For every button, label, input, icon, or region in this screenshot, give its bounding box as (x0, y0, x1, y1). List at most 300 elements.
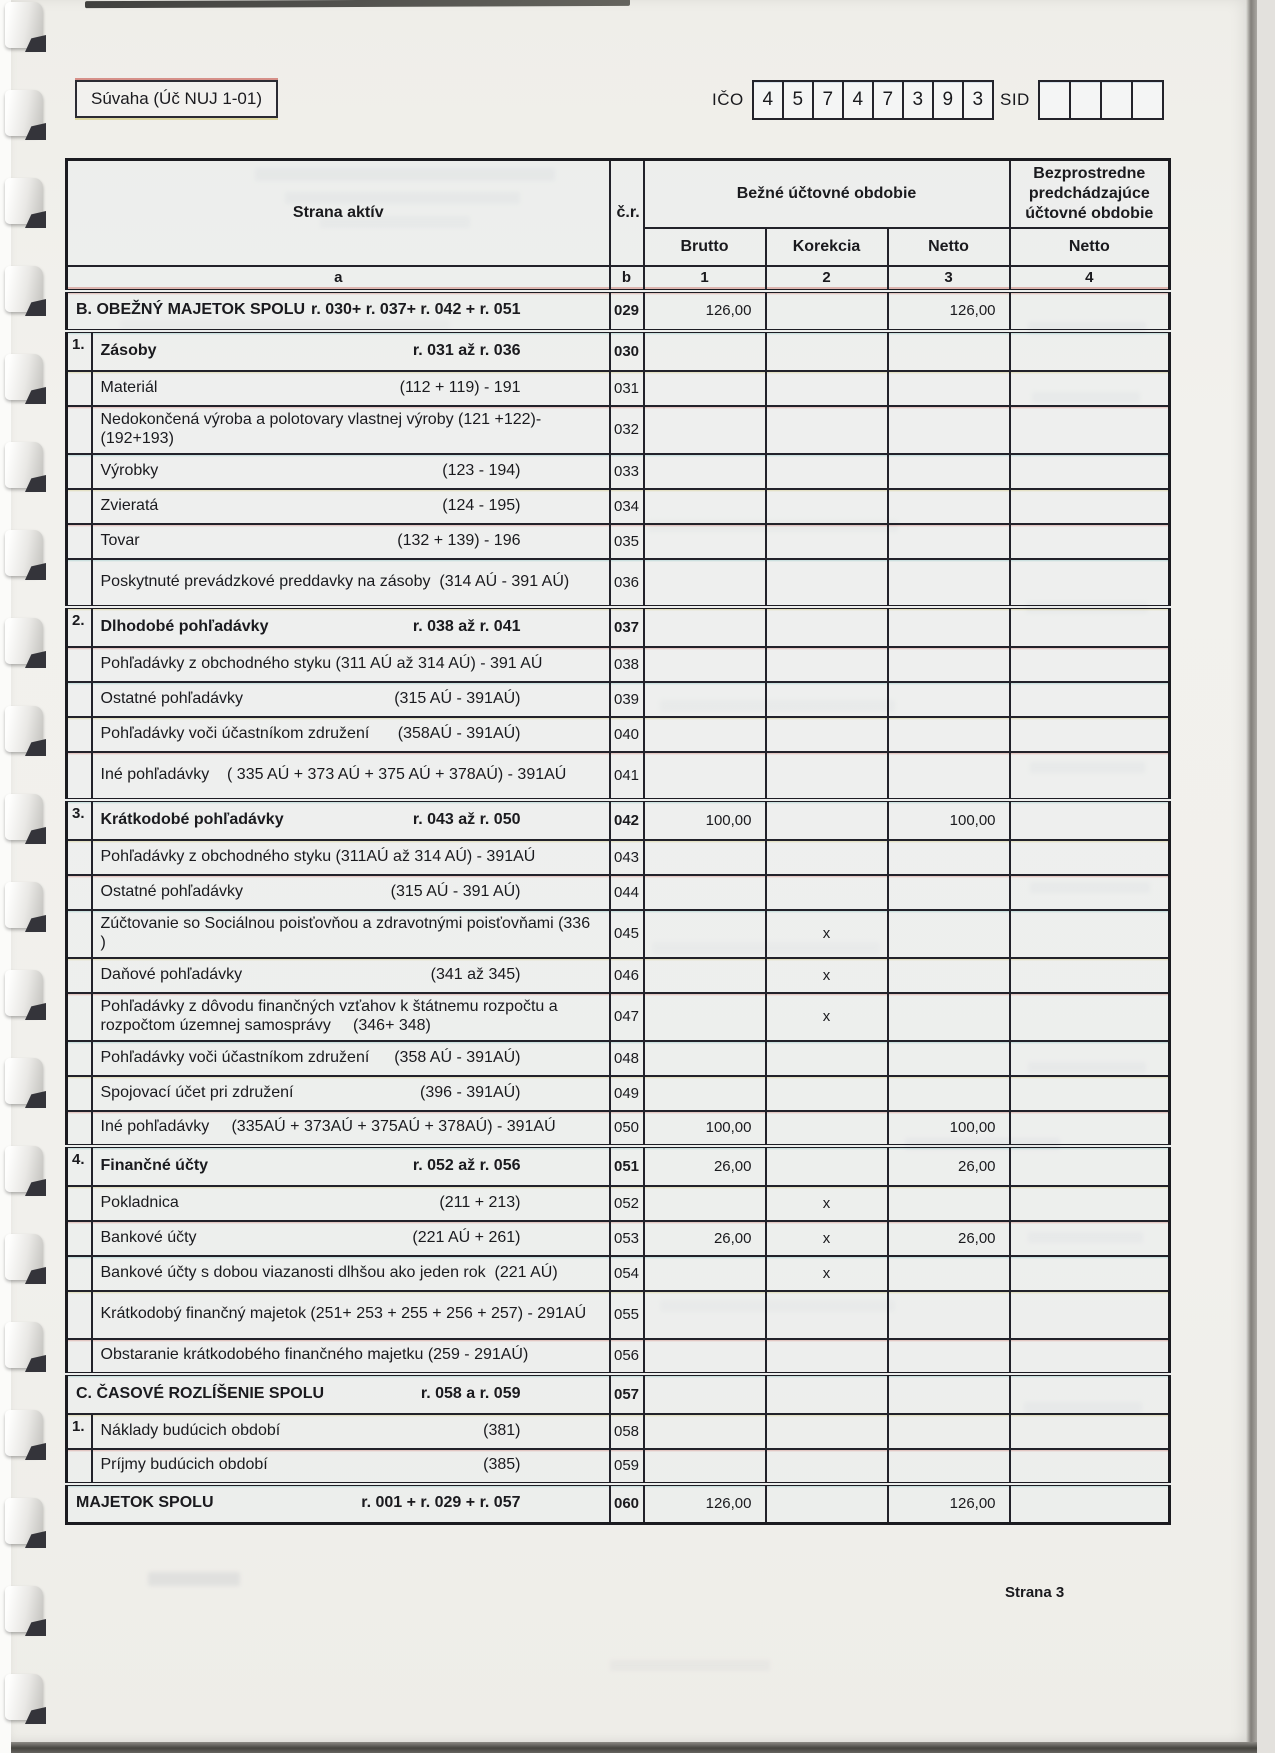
cell-korekcia (766, 1076, 888, 1111)
row-label: Materiál (100, 378, 158, 396)
cell-brutto: 26,00 (644, 1146, 766, 1186)
row-label: Pohľadávky voči účastníkom združení (100, 724, 370, 742)
table-row (67, 1041, 1170, 1076)
cell-brutto (644, 875, 766, 910)
row-label-cell (92, 1041, 610, 1076)
row-label: C. ČASOVÉ ROZLÍŠENIE SPOLU (76, 1384, 325, 1402)
cell-netto-prev (1010, 607, 1170, 647)
table-row (67, 1414, 1170, 1449)
cell-netto: 26,00 (888, 1221, 1010, 1256)
cell-netto (888, 910, 1010, 958)
row-label: Pokladnica (100, 1193, 179, 1211)
row-label: Pohľadávky voči účastníkom združení (100, 1048, 370, 1066)
cell-netto-prev (1010, 406, 1170, 454)
cell-netto-prev (1010, 1256, 1170, 1291)
binding-tooth (5, 618, 43, 664)
sid-group (1000, 80, 1164, 120)
row-number (67, 910, 92, 958)
cell-brutto: 126,00 (644, 291, 766, 331)
row-code: 037 (610, 607, 644, 647)
ico-digit-box: 7 (872, 80, 904, 120)
cell-brutto (644, 559, 766, 607)
cell-netto (888, 1291, 1010, 1339)
header-netto-prev: Netto (1010, 228, 1170, 266)
binding-tooth (5, 882, 43, 928)
sid-boxes (1040, 80, 1164, 120)
row-label-cell (92, 717, 610, 752)
row-formula: (396 - 391AÚ) (420, 1083, 521, 1101)
row-number (67, 717, 92, 752)
cell-brutto (644, 993, 766, 1041)
row-number (67, 1449, 92, 1484)
row-label: Obstaranie krátkodobého finančného majetku (259 - 291AÚ) (100, 1346, 529, 1364)
binding-tooth (5, 2, 43, 48)
row-formula: (358 AÚ - 391AÚ) (394, 1048, 521, 1066)
cell-korekcia (766, 682, 888, 717)
row-formula: r. 001 + r. 029 + r. 057 (361, 1494, 521, 1512)
table-row (67, 1186, 1170, 1221)
cell-korekcia (766, 1449, 888, 1484)
row-number: 4. (67, 1146, 92, 1186)
binding-tooth (5, 1146, 43, 1192)
row-number (67, 489, 92, 524)
row-code: 033 (610, 454, 644, 489)
cell-netto-prev (1010, 1339, 1170, 1374)
table-row (67, 291, 1170, 331)
row-label-cell (92, 371, 610, 406)
cell-brutto (644, 607, 766, 647)
ico-label: IČO (712, 90, 744, 109)
form-title: Súvaha (Úč NUJ 1-01) (75, 80, 278, 118)
row-label: Nedokončená výroba a polotovary vlastnej výroby (121 +122)-(192+193) (100, 410, 542, 447)
header-index-b: b (610, 266, 644, 291)
row-formula: (358AÚ - 391AÚ) (397, 724, 521, 742)
sid-box (1131, 80, 1164, 120)
table-row (67, 993, 1170, 1041)
table-row (67, 1256, 1170, 1291)
row-label-cell (92, 1449, 610, 1484)
binding-tooth (5, 442, 43, 488)
header-strana-aktiv: Strana aktív (67, 160, 610, 266)
row-formula: (385) (483, 1456, 521, 1474)
cell-netto (888, 875, 1010, 910)
cell-netto-prev (1010, 1484, 1170, 1524)
row-code: 047 (610, 993, 644, 1041)
binding-tooth (5, 1498, 43, 1544)
row-label-cell (67, 291, 610, 331)
row-code: 042 (610, 800, 644, 840)
cell-brutto (644, 1256, 766, 1291)
cell-netto-prev (1010, 1374, 1170, 1414)
cell-netto (888, 1076, 1010, 1111)
row-label-cell (92, 559, 610, 607)
row-code: 046 (610, 958, 644, 993)
row-formula: (123 - 194) (442, 461, 521, 479)
table-row (67, 1291, 1170, 1339)
row-label: B. OBEŽNÝ MAJETOK SPOLU (76, 301, 306, 319)
binding-tooth (5, 1058, 43, 1104)
row-formula: (221 AÚ + 261) (412, 1228, 521, 1246)
table-row (67, 1221, 1170, 1256)
cell-korekcia (766, 1484, 888, 1524)
cell-netto-prev (1010, 1146, 1170, 1186)
cell-brutto (644, 682, 766, 717)
ico-digit-box: 4 (752, 80, 784, 120)
cell-netto-prev (1010, 1186, 1170, 1221)
row-number (67, 1291, 92, 1339)
row-code: 049 (610, 1076, 644, 1111)
cell-netto (888, 559, 1010, 607)
row-number (67, 406, 92, 454)
cell-brutto (644, 840, 766, 875)
table-row (67, 800, 1170, 840)
header-brutto: Brutto (644, 228, 766, 266)
row-number (67, 1111, 92, 1146)
row-code: 055 (610, 1291, 644, 1339)
cell-netto-prev (1010, 682, 1170, 717)
row-label-cell (92, 406, 610, 454)
row-formula: (315 AÚ - 391AÚ) (394, 689, 521, 707)
row-number (67, 524, 92, 559)
ico-digit-box: 4 (842, 80, 874, 120)
cell-korekcia (766, 291, 888, 331)
row-label-cell (92, 800, 610, 840)
cell-korekcia: x (766, 910, 888, 958)
cell-brutto (644, 717, 766, 752)
cell-korekcia (766, 1291, 888, 1339)
cell-netto-prev (1010, 559, 1170, 607)
table-row (67, 840, 1170, 875)
binding-tooth (5, 90, 43, 136)
row-label-cell (92, 1291, 610, 1339)
header-index-4: 4 (1010, 266, 1170, 291)
row-formula: (124 - 195) (442, 496, 521, 514)
cell-korekcia (766, 800, 888, 840)
row-label-cell (92, 1146, 610, 1186)
row-label-cell (67, 1484, 610, 1524)
binding-tooth (5, 530, 43, 576)
row-number (67, 958, 92, 993)
row-label-cell (92, 1414, 610, 1449)
row-code: 058 (610, 1414, 644, 1449)
cell-netto (888, 682, 1010, 717)
row-label: Pohľadávky z dôvodu finančných vzťahov k štátnemu rozpočtu a rozpočtom územnej samosprávy (346+ 348) (100, 997, 558, 1034)
row-label: MAJETOK SPOLU (76, 1494, 214, 1512)
cell-brutto (644, 331, 766, 371)
cell-brutto: 100,00 (644, 1111, 766, 1146)
cell-netto (888, 752, 1010, 800)
cell-korekcia (766, 1111, 888, 1146)
table-row (67, 454, 1170, 489)
row-label-cell (92, 1186, 610, 1221)
row-number (67, 371, 92, 406)
row-label: Daňové pohľadávky (100, 965, 243, 983)
binding-spine (0, 0, 11, 1753)
cell-brutto (644, 647, 766, 682)
cell-netto-prev (1010, 1076, 1170, 1111)
row-label-cell (92, 875, 610, 910)
ico-digit-box: 3 (962, 80, 994, 120)
header-previous-period: Bezprostredne predchádzajúce účtovné obdobie (1010, 160, 1170, 228)
table-row (67, 958, 1170, 993)
cell-netto: 126,00 (888, 1484, 1010, 1524)
cell-korekcia (766, 371, 888, 406)
row-formula: r. 038 až r. 041 (412, 617, 521, 635)
table-row (67, 1484, 1170, 1524)
cell-korekcia (766, 840, 888, 875)
row-formula: (132 + 139) - 196 (397, 531, 521, 549)
row-code: 039 (610, 682, 644, 717)
scan-ghost-smudge (610, 1660, 770, 1671)
row-code: 031 (610, 371, 644, 406)
row-label: Zásoby (100, 341, 157, 359)
binding-tooth (5, 794, 43, 840)
row-formula: r. 030+ r. 037+ r. 042 + r. 051 (310, 301, 521, 319)
ico-digit-box: 7 (812, 80, 844, 120)
row-formula: (112 + 119) - 191 (399, 378, 521, 396)
cell-netto (888, 1374, 1010, 1414)
row-code: 032 (610, 406, 644, 454)
cell-netto-prev (1010, 993, 1170, 1041)
row-code: 059 (610, 1449, 644, 1484)
cell-brutto (644, 1339, 766, 1374)
row-label-cell (92, 1111, 610, 1146)
cell-netto-prev (1010, 1111, 1170, 1146)
row-code: 056 (610, 1339, 644, 1374)
row-code: 053 (610, 1221, 644, 1256)
cell-netto (888, 840, 1010, 875)
row-number (67, 875, 92, 910)
cell-netto-prev (1010, 1449, 1170, 1484)
table-row (67, 910, 1170, 958)
sid-label: SID (1000, 90, 1030, 109)
table-row (67, 1076, 1170, 1111)
cell-netto (888, 717, 1010, 752)
row-label: Ostatné pohľadávky (100, 689, 244, 707)
table-row (67, 1111, 1170, 1146)
row-number (67, 1076, 92, 1111)
cell-brutto: 100,00 (644, 800, 766, 840)
row-number (67, 647, 92, 682)
row-code: 040 (610, 717, 644, 752)
row-label-cell (92, 1339, 610, 1374)
row-label: Príjmy budúcich období (100, 1456, 268, 1474)
row-number (67, 993, 92, 1041)
binding-tooth (5, 1234, 43, 1280)
row-code: 030 (610, 331, 644, 371)
row-label: Výrobky (100, 461, 159, 479)
cell-brutto (644, 1041, 766, 1076)
row-number (67, 1221, 92, 1256)
cell-netto (888, 1256, 1010, 1291)
cell-netto-prev (1010, 331, 1170, 371)
cell-korekcia (766, 875, 888, 910)
ico-group (712, 80, 994, 120)
cell-korekcia (766, 1374, 888, 1414)
cell-brutto (644, 1076, 766, 1111)
cell-korekcia (766, 559, 888, 607)
cell-netto (888, 1186, 1010, 1221)
row-formula: r. 031 až r. 036 (412, 341, 521, 359)
cell-netto-prev (1010, 840, 1170, 875)
row-number: 2. (67, 607, 92, 647)
table-row (67, 682, 1170, 717)
row-code: 060 (610, 1484, 644, 1524)
row-label-cell (92, 993, 610, 1041)
cell-brutto (644, 406, 766, 454)
cell-netto-prev (1010, 958, 1170, 993)
row-label: Poskytnuté prevádzkové preddavky na zásoby (314 AÚ - 391 AÚ) (100, 572, 570, 590)
row-code: 054 (610, 1256, 644, 1291)
row-code: 057 (610, 1374, 644, 1414)
row-number (67, 559, 92, 607)
cell-netto-prev (1010, 489, 1170, 524)
ico-boxes (754, 80, 994, 120)
cell-netto: 126,00 (888, 291, 1010, 331)
cell-brutto (644, 371, 766, 406)
row-formula: r. 052 až r. 056 (412, 1156, 521, 1174)
sid-box (1038, 80, 1071, 120)
row-formula: r. 058 a r. 059 (420, 1384, 521, 1402)
binding-tooth (5, 178, 43, 224)
row-number (67, 454, 92, 489)
cell-brutto (644, 489, 766, 524)
cell-korekcia (766, 1414, 888, 1449)
cell-netto (888, 331, 1010, 371)
table-row (67, 331, 1170, 371)
row-label: Dlhodobé pohľadávky (100, 617, 269, 635)
table-header (67, 160, 1170, 291)
binding-tooth (5, 266, 43, 312)
cell-netto (888, 454, 1010, 489)
sid-box (1069, 80, 1102, 120)
cell-brutto (644, 454, 766, 489)
row-label-cell (92, 331, 610, 371)
row-label: Pohľadávky z obchodného styku (311AÚ až 314 AÚ) - 391AÚ (100, 847, 536, 865)
cell-netto (888, 1449, 1010, 1484)
ico-digit-box: 5 (782, 80, 814, 120)
row-code: 041 (610, 752, 644, 800)
row-number (67, 682, 92, 717)
row-label-cell (92, 1221, 610, 1256)
row-code: 043 (610, 840, 644, 875)
balance-table-body (67, 291, 1170, 1524)
row-label: Tovar (100, 531, 140, 549)
binding-tooth (5, 1674, 43, 1720)
row-label-cell (92, 1076, 610, 1111)
row-label: Finančné účty (100, 1156, 209, 1174)
cell-netto-prev (1010, 524, 1170, 559)
cell-korekcia: x (766, 1186, 888, 1221)
cell-brutto (644, 752, 766, 800)
row-label: Zúčtovanie so Sociálnou poisťovňou a zdravotnými poisťovňami (336 ) (100, 914, 591, 951)
table-row (67, 489, 1170, 524)
table-row (67, 752, 1170, 800)
cell-netto (888, 489, 1010, 524)
table-row (67, 717, 1170, 752)
row-label-cell (92, 607, 610, 647)
cell-brutto: 126,00 (644, 1484, 766, 1524)
row-code: 051 (610, 1146, 644, 1186)
sid-box (1100, 80, 1133, 120)
cell-korekcia (766, 647, 888, 682)
row-formula: (315 AÚ - 391 AÚ) (390, 882, 521, 900)
ico-digit-box: 9 (932, 80, 964, 120)
row-label: Bankové účty (100, 1228, 197, 1246)
row-label-cell (92, 454, 610, 489)
cell-netto (888, 1041, 1010, 1076)
cell-korekcia: x (766, 993, 888, 1041)
row-number: 1. (67, 1414, 92, 1449)
cell-netto-prev (1010, 291, 1170, 331)
row-number: 1. (67, 331, 92, 371)
cell-netto (888, 406, 1010, 454)
scan-ghost-smudge (148, 1572, 240, 1586)
cell-korekcia (766, 331, 888, 371)
cell-brutto (644, 524, 766, 559)
row-label-cell (92, 489, 610, 524)
cell-netto (888, 1339, 1010, 1374)
cell-korekcia (766, 717, 888, 752)
paper-right-edge (1246, 0, 1257, 1753)
row-label: Iné pohľadávky ( 335 AÚ + 373 AÚ + 375 AÚ + 378AÚ) - 391AÚ (100, 765, 567, 783)
row-code: 050 (610, 1111, 644, 1146)
row-formula: (381) (483, 1421, 521, 1439)
row-label: Krátkodobé pohľadávky (100, 810, 284, 828)
cell-brutto (644, 1449, 766, 1484)
row-code: 052 (610, 1186, 644, 1221)
cell-netto (888, 958, 1010, 993)
cell-netto-prev (1010, 1221, 1170, 1256)
row-number (67, 1339, 92, 1374)
row-formula: r. 043 až r. 050 (412, 810, 521, 828)
cell-netto-prev (1010, 752, 1170, 800)
binding-tooth (5, 354, 43, 400)
row-code: 029 (610, 291, 644, 331)
table-row (67, 1374, 1170, 1414)
header-netto: Netto (888, 228, 1010, 266)
cell-netto-prev (1010, 1041, 1170, 1076)
cell-netto: 26,00 (888, 1146, 1010, 1186)
cell-korekcia: x (766, 958, 888, 993)
row-code: 035 (610, 524, 644, 559)
row-label-cell (92, 752, 610, 800)
cell-netto: 100,00 (888, 800, 1010, 840)
cell-korekcia (766, 454, 888, 489)
header-cr: č.r. (610, 160, 644, 266)
cell-brutto (644, 958, 766, 993)
row-label: Náklady budúcich období (100, 1421, 281, 1439)
header-index-2: 2 (766, 266, 888, 291)
cell-netto-prev (1010, 647, 1170, 682)
table-row (67, 1146, 1170, 1186)
cell-korekcia (766, 752, 888, 800)
row-formula: (341 až 345) (430, 965, 521, 983)
row-label: Ostatné pohľadávky (100, 882, 244, 900)
row-label-cell (92, 647, 610, 682)
cell-korekcia: x (766, 1221, 888, 1256)
row-label: Pohľadávky z obchodného styku (311 AÚ až 314 AÚ) - 391 AÚ (100, 654, 543, 672)
binding-tooth (5, 970, 43, 1016)
cell-korekcia (766, 607, 888, 647)
ico-digit-box: 3 (902, 80, 934, 120)
cell-korekcia (766, 1339, 888, 1374)
cell-netto-prev (1010, 910, 1170, 958)
cell-korekcia (766, 1146, 888, 1186)
row-label: Iné pohľadávky (335AÚ + 373AÚ + 375AÚ + 378AÚ) - 391AÚ (100, 1118, 556, 1136)
row-formula: (211 + 213) (439, 1193, 521, 1211)
row-number (67, 840, 92, 875)
